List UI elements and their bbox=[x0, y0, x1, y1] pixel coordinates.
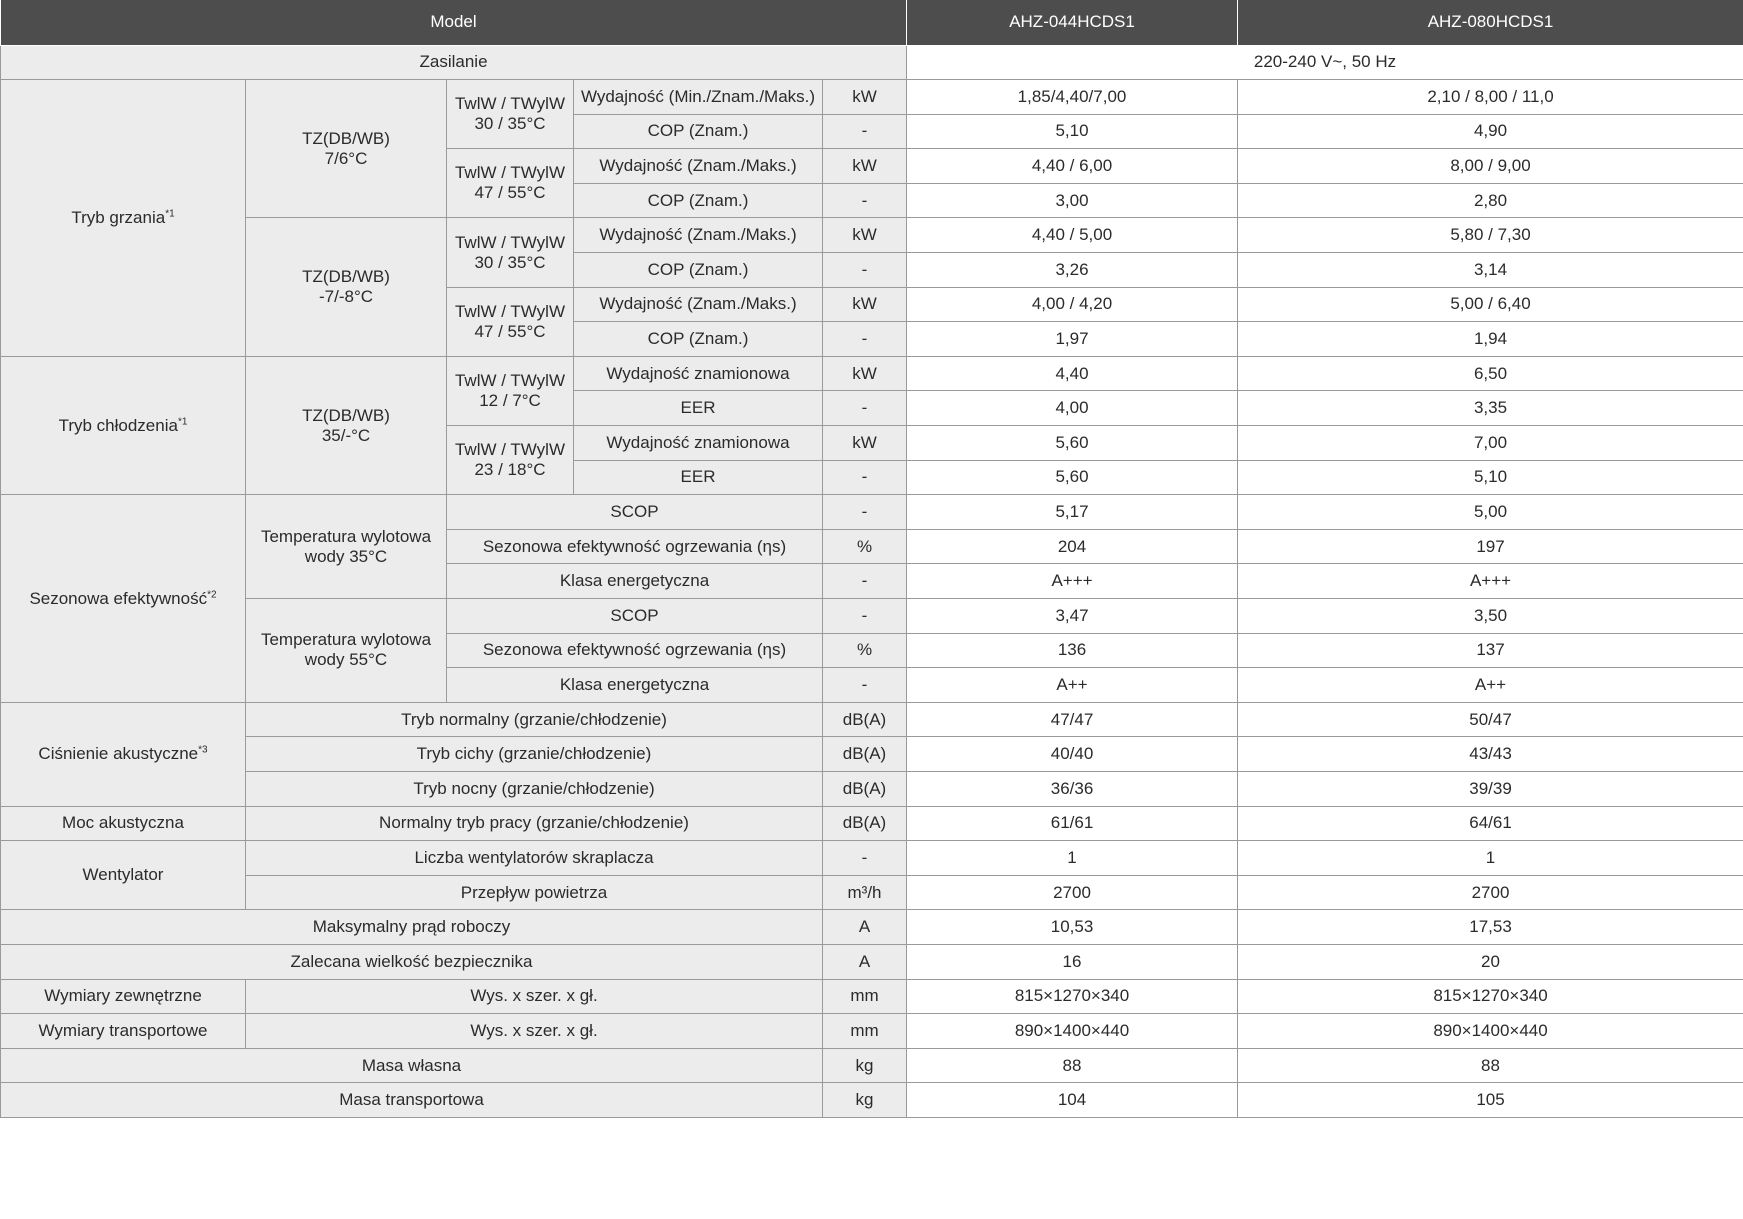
value-model-1: 61/61 bbox=[907, 806, 1238, 841]
value-model-1: A+++ bbox=[907, 564, 1238, 599]
param-label: EER bbox=[574, 391, 823, 426]
heating-note: *1 bbox=[165, 208, 175, 220]
value-model-2: 7,00 bbox=[1238, 426, 1743, 461]
power-value: 220-240 V~, 50 Hz bbox=[907, 45, 1743, 80]
value-model-2: 5,10 bbox=[1238, 460, 1743, 495]
table-row bbox=[1, 1083, 1743, 1118]
value-model-2: 6,50 bbox=[1238, 356, 1743, 391]
table-row bbox=[1, 737, 1743, 772]
unit-label: - bbox=[823, 599, 907, 634]
value-model-1: 3,47 bbox=[907, 599, 1238, 634]
param-label: Wydajność (Znam./Maks.) bbox=[574, 218, 823, 253]
unit-label: % bbox=[823, 633, 907, 668]
value-model-1: 136 bbox=[907, 633, 1238, 668]
value-model-2: 8,00 / 9,00 bbox=[1238, 149, 1743, 184]
power-label: Zasilanie bbox=[1, 45, 907, 80]
unit-label: - bbox=[823, 495, 907, 530]
unit-label: - bbox=[823, 322, 907, 357]
unit-label: dB(A) bbox=[823, 737, 907, 772]
param-label: COP (Znam.) bbox=[574, 253, 823, 288]
value-model-1: 5,10 bbox=[907, 114, 1238, 149]
table-row bbox=[1, 1014, 1743, 1049]
unit-label: - bbox=[823, 564, 907, 599]
heating-condition: TZ(DB/WB) 7/6°C bbox=[246, 80, 447, 218]
unit-label: kW bbox=[823, 426, 907, 461]
value-model-2: 4,90 bbox=[1238, 114, 1743, 149]
cooling-note: *1 bbox=[177, 415, 188, 427]
water-temp: TwlW / TWylW 12 / 7°C bbox=[447, 356, 574, 425]
model-2-header: AHZ-080HCDS1 bbox=[1238, 0, 1743, 45]
value-model-1: 815×1270×340 bbox=[907, 979, 1238, 1014]
acoustic-power-label: Moc akustyczna bbox=[1, 806, 246, 841]
acoustic-pressure-label-text: Ciśnienie akustyczne bbox=[38, 744, 199, 764]
unit-label: kW bbox=[823, 149, 907, 184]
param-label: Klasa energetyczna bbox=[447, 668, 823, 703]
table-row bbox=[1, 599, 1743, 634]
param-label: Sezonowa efektywność ogrzewania (ηs) bbox=[447, 529, 823, 564]
table-row bbox=[1, 1048, 1743, 1083]
seasonal-label-text: Sezonowa efektywność bbox=[29, 588, 208, 608]
table-row bbox=[1, 771, 1743, 806]
fuse-label: Zalecana wielkość bezpiecznika bbox=[1, 944, 823, 979]
table-row bbox=[1, 495, 1743, 530]
param-label: Wys. x szer. x gł. bbox=[246, 979, 823, 1014]
table-row bbox=[1, 875, 1743, 910]
unit-label: m³/h bbox=[823, 875, 907, 910]
value-model-1: 5,17 bbox=[907, 495, 1238, 530]
value-model-2: 890×1400×440 bbox=[1238, 1014, 1743, 1049]
value-model-1: 3,00 bbox=[907, 183, 1238, 218]
value-model-2: 43/43 bbox=[1238, 737, 1743, 772]
dims-ext-label: Wymiary zewnętrzne bbox=[1, 979, 246, 1014]
acoustic-pressure-label bbox=[1, 702, 246, 806]
param-label: Wydajność znamionowa bbox=[574, 426, 823, 461]
param-label: Wydajność (Min./Znam./Maks.) bbox=[574, 80, 823, 115]
cooling-label bbox=[1, 356, 246, 494]
header-row bbox=[1, 0, 1743, 45]
value-model-2: 815×1270×340 bbox=[1238, 979, 1743, 1014]
value-model-2: 1 bbox=[1238, 841, 1743, 876]
value-model-1: 4,40 / 5,00 bbox=[907, 218, 1238, 253]
param-label: Tryb cichy (grzanie/chłodzenie) bbox=[246, 737, 823, 772]
value-model-2: 5,00 bbox=[1238, 495, 1743, 530]
table-row bbox=[1, 702, 1743, 737]
unit-label: kg bbox=[823, 1048, 907, 1083]
param-label: SCOP bbox=[447, 599, 823, 634]
table-row bbox=[1, 910, 1743, 945]
unit-label: mm bbox=[823, 979, 907, 1014]
heating-label-text: Tryb grzania bbox=[71, 207, 166, 227]
value-model-1: 4,00 / 4,20 bbox=[907, 287, 1238, 322]
trans-mass-label: Masa transportowa bbox=[1, 1083, 823, 1118]
value-model-2: A+++ bbox=[1238, 564, 1743, 599]
value-model-1: 204 bbox=[907, 529, 1238, 564]
value-model-2: 3,50 bbox=[1238, 599, 1743, 634]
value-model-2: 88 bbox=[1238, 1048, 1743, 1083]
cooling-condition: TZ(DB/WB) 35/-°C bbox=[246, 356, 447, 494]
value-model-1: 10,53 bbox=[907, 910, 1238, 945]
value-model-2: 5,80 / 7,30 bbox=[1238, 218, 1743, 253]
max-current-label: Maksymalny prąd roboczy bbox=[1, 910, 823, 945]
unit-label: kW bbox=[823, 218, 907, 253]
param-label: Przepływ powietrza bbox=[246, 875, 823, 910]
value-model-2: 17,53 bbox=[1238, 910, 1743, 945]
param-label: Tryb normalny (grzanie/chłodzenie) bbox=[246, 702, 823, 737]
param-label: Wydajność znamionowa bbox=[574, 356, 823, 391]
water-temp: TwlW / TWylW 30 / 35°C bbox=[447, 218, 574, 287]
param-label: Normalny tryb pracy (grzanie/chłodzenie) bbox=[246, 806, 823, 841]
value-model-1: 2700 bbox=[907, 875, 1238, 910]
table-row bbox=[1, 218, 1743, 253]
unit-label: - bbox=[823, 391, 907, 426]
value-model-2: 105 bbox=[1238, 1083, 1743, 1118]
heating-label bbox=[1, 80, 246, 357]
table-row bbox=[1, 45, 1743, 80]
param-label: Wydajność (Znam./Maks.) bbox=[574, 287, 823, 322]
water-temp: TwlW / TWylW 23 / 18°C bbox=[447, 426, 574, 495]
fan-label: Wentylator bbox=[1, 841, 246, 910]
param-label: Sezonowa efektywność ogrzewania (ηs) bbox=[447, 633, 823, 668]
unit-label: - bbox=[823, 114, 907, 149]
seasonal-condition: Temperatura wylotowa wody 55°C bbox=[246, 599, 447, 703]
heating-condition: TZ(DB/WB) -7/-8°C bbox=[246, 218, 447, 356]
value-model-1: 1 bbox=[907, 841, 1238, 876]
acoustic-pressure-note: *3 bbox=[198, 744, 208, 756]
value-model-2: 50/47 bbox=[1238, 702, 1743, 737]
value-model-2: 20 bbox=[1238, 944, 1743, 979]
unit-label: kW bbox=[823, 80, 907, 115]
value-model-1: 47/47 bbox=[907, 702, 1238, 737]
value-model-1: 104 bbox=[907, 1083, 1238, 1118]
unit-label: dB(A) bbox=[823, 806, 907, 841]
value-model-2: A++ bbox=[1238, 668, 1743, 703]
unit-label: kW bbox=[823, 356, 907, 391]
unit-label: kg bbox=[823, 1083, 907, 1118]
param-label: Wys. x szer. x gł. bbox=[246, 1014, 823, 1049]
value-model-2: 3,35 bbox=[1238, 391, 1743, 426]
unit-label: kW bbox=[823, 287, 907, 322]
unit-label: A bbox=[823, 910, 907, 945]
value-model-1: 890×1400×440 bbox=[907, 1014, 1238, 1049]
value-model-1: 36/36 bbox=[907, 771, 1238, 806]
value-model-1: 4,00 bbox=[907, 391, 1238, 426]
param-label: Tryb nocny (grzanie/chłodzenie) bbox=[246, 771, 823, 806]
param-label: Klasa energetyczna bbox=[447, 564, 823, 599]
unit-label: - bbox=[823, 668, 907, 703]
unit-label: mm bbox=[823, 1014, 907, 1049]
param-label: COP (Znam.) bbox=[574, 114, 823, 149]
value-model-1: 1,97 bbox=[907, 322, 1238, 357]
value-model-2: 1,94 bbox=[1238, 322, 1743, 357]
unit-label: A bbox=[823, 944, 907, 979]
table-row bbox=[1, 356, 1743, 391]
table-row bbox=[1, 979, 1743, 1014]
dims-trans-label: Wymiary transportowe bbox=[1, 1014, 246, 1049]
value-model-2: 2700 bbox=[1238, 875, 1743, 910]
value-model-1: 5,60 bbox=[907, 460, 1238, 495]
param-label: EER bbox=[574, 460, 823, 495]
value-model-2: 39/39 bbox=[1238, 771, 1743, 806]
value-model-1: 1,85/4,40/7,00 bbox=[907, 80, 1238, 115]
seasonal-condition: Temperatura wylotowa wody 35°C bbox=[246, 495, 447, 599]
value-model-2: 137 bbox=[1238, 633, 1743, 668]
value-model-1: 3,26 bbox=[907, 253, 1238, 288]
value-model-1: 4,40 / 6,00 bbox=[907, 149, 1238, 184]
water-temp: TwlW / TWylW 30 / 35°C bbox=[447, 80, 574, 149]
unit-label: - bbox=[823, 183, 907, 218]
net-mass-label: Masa własna bbox=[1, 1048, 823, 1083]
cooling-label-text: Tryb chłodzenia bbox=[58, 415, 178, 435]
value-model-1: 88 bbox=[907, 1048, 1238, 1083]
value-model-1: 4,40 bbox=[907, 356, 1238, 391]
value-model-2: 64/61 bbox=[1238, 806, 1743, 841]
unit-label: % bbox=[823, 529, 907, 564]
param-label: Liczba wentylatorów skraplacza bbox=[246, 841, 823, 876]
value-model-2: 197 bbox=[1238, 529, 1743, 564]
table-row bbox=[1, 80, 1743, 115]
param-label: COP (Znam.) bbox=[574, 322, 823, 357]
value-model-2: 5,00 / 6,40 bbox=[1238, 287, 1743, 322]
unit-label: - bbox=[823, 460, 907, 495]
param-label: COP (Znam.) bbox=[574, 183, 823, 218]
value-model-2: 3,14 bbox=[1238, 253, 1743, 288]
table-row bbox=[1, 806, 1743, 841]
seasonal-label bbox=[1, 495, 246, 703]
value-model-1: 5,60 bbox=[907, 426, 1238, 461]
table-row bbox=[1, 944, 1743, 979]
model-1-header: AHZ-044HCDS1 bbox=[907, 0, 1238, 45]
value-model-1: A++ bbox=[907, 668, 1238, 703]
value-model-1: 40/40 bbox=[907, 737, 1238, 772]
unit-label: dB(A) bbox=[823, 702, 907, 737]
unit-label: dB(A) bbox=[823, 771, 907, 806]
param-label: Wydajność (Znam./Maks.) bbox=[574, 149, 823, 184]
value-model-1: 16 bbox=[907, 944, 1238, 979]
water-temp: TwlW / TWylW 47 / 55°C bbox=[447, 149, 574, 218]
seasonal-note: *2 bbox=[207, 588, 217, 600]
value-model-2: 2,10 / 8,00 / 11,0 bbox=[1238, 80, 1743, 115]
value-model-2: 2,80 bbox=[1238, 183, 1743, 218]
param-label: SCOP bbox=[447, 495, 823, 530]
table-row bbox=[1, 841, 1743, 876]
unit-label: - bbox=[823, 253, 907, 288]
unit-label: - bbox=[823, 841, 907, 876]
water-temp: TwlW / TWylW 47 / 55°C bbox=[447, 287, 574, 356]
model-header: Model bbox=[1, 0, 907, 45]
